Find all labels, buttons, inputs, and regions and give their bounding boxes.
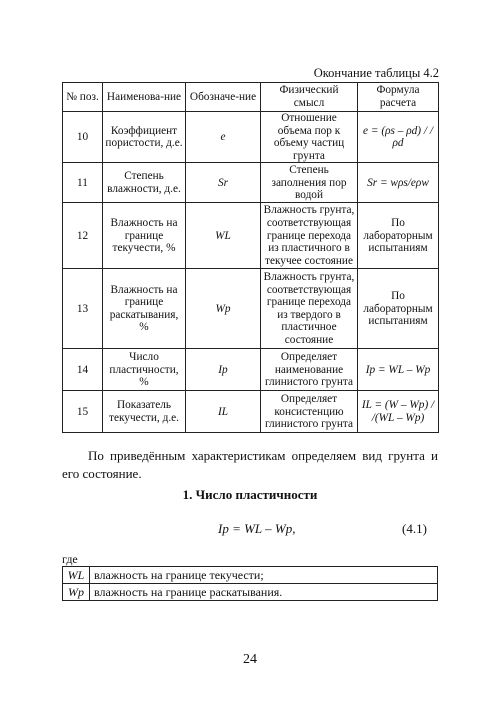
row-symbol: Sr [186,163,261,203]
row-num: 12 [63,203,103,269]
table-continuation-caption: Окончание таблицы 4.2 [313,66,439,80]
row-meaning: Отношение объема пор к объему частиц грунта [261,112,358,163]
definition-symbol: Wp [63,584,90,601]
row-formula: По лабораторным испытаниям [358,203,439,269]
row-meaning: Влажность грунта, соответствующая границе перехода из твердого в пластичное состояние [261,269,358,349]
row-name: Степень влажности, д.е. [103,163,186,203]
row-formula: e = (ρs – ρd) / /ρd [358,112,439,163]
page-number: 24 [243,652,257,667]
header-formula: Формула расчета [358,83,439,112]
row-num: 15 [63,391,103,433]
row-meaning: Определяет наименование глинистого грунта [261,349,358,391]
row-meaning: Степень заполнения пор водой [261,163,358,203]
table-row [63,203,439,269]
table-row [63,112,439,163]
header-symbol: Обозначе-ние [186,83,261,112]
row-num: 14 [63,349,103,391]
row-name: Число пластичности, % [103,349,186,391]
row-formula: Sr = wρs/eρw [358,163,439,203]
header-num: № поз. [63,83,103,112]
header-meaning: Физический смысл [261,83,358,112]
row-symbol: IL [186,391,261,433]
where-label: где [62,552,78,566]
row-formula: IL = (W – Wp) / /(WL – Wp) [358,391,439,433]
row-name: Коэффициент пористости, д.е. [103,112,186,163]
row-name: Влажность на границе текучести, % [103,203,186,269]
definition-row [63,584,438,601]
plasticity-formula: Ip = WL – Wp, [218,521,296,536]
definition-row [63,567,438,584]
header-name: Наименова-ние [103,83,186,112]
definition-symbol: WL [63,567,90,584]
soil-properties-table [62,82,439,433]
row-meaning: Влажность грунта, соответствующая границе перехода из пластичного в текучее состояние [261,203,358,269]
table-header-row [63,83,439,112]
body-paragraph: По приведённым характеристикам определяем вид грунта и его состояние. [62,448,438,481]
row-meaning: Определяет консистенцию глинистого грунта [261,391,358,433]
row-formula: Ip = WL – Wp [358,349,439,391]
section-heading: 1. Число пластичности [182,487,318,502]
row-num: 10 [63,112,103,163]
row-symbol: Ip [186,349,261,391]
row-symbol: e [186,112,261,163]
row-formula: По лабораторным испытаниям [358,269,439,349]
table-row [63,391,439,433]
row-symbol: Wp [186,269,261,349]
row-name: Показатель текучести, д.е. [103,391,186,433]
table-row [63,349,439,391]
row-symbol: WL [186,203,261,269]
row-name: Влажность на границе раскатывания, % [103,269,186,349]
definition-text: влажность на границе текучести; [90,567,438,584]
table-row [63,269,439,349]
row-num: 11 [63,163,103,203]
definitions-table [62,566,438,601]
row-num: 13 [63,269,103,349]
definition-text: влажность на границе раскатывания. [90,584,438,601]
table-row [63,163,439,203]
equation-number: (4.1) [402,521,427,536]
